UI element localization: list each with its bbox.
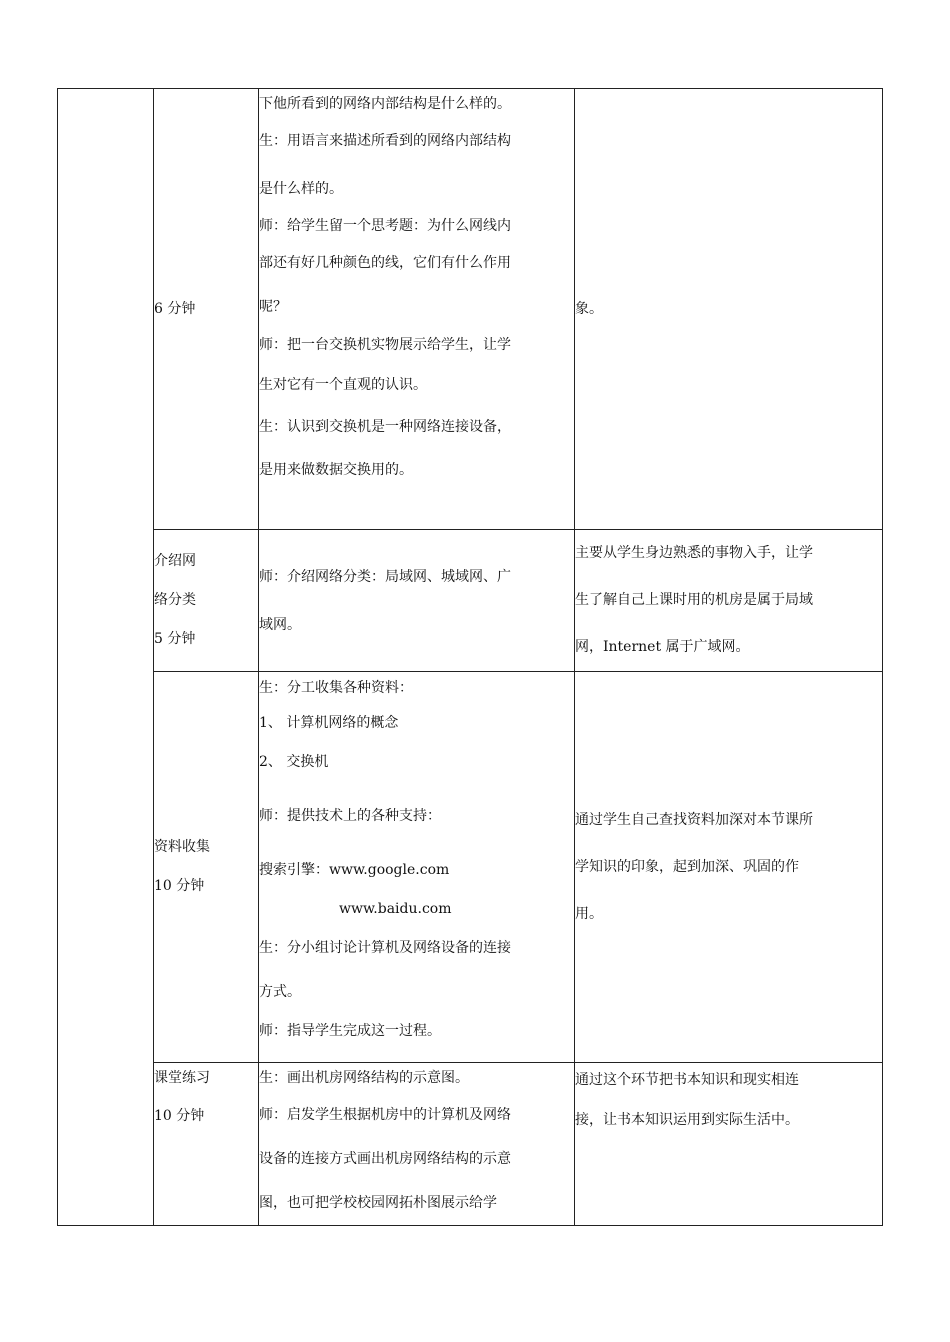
activity-cell [259,1063,575,1226]
activity-line: 师：启发学生根据机房中的计算机及网络 [259,1107,511,1123]
goal-line: 通过这个环节把书本知识和现实相连 [575,1072,799,1088]
table-row [58,1063,883,1226]
activity-cell [259,89,575,530]
activity-line: 师：把一台交换机实物展示给学生，让学 [259,337,511,353]
time-text: 10 分钟 [154,1108,205,1124]
activity-line: 师：提供技术上的各种支持： [259,808,441,824]
lesson-plan-table [57,88,883,1226]
time-text: 课堂练习 [154,1070,210,1086]
time-text: 资料收集 [154,839,210,855]
table-row [58,89,883,530]
activity-line: 方式。 [259,984,301,1000]
goal-cell [575,89,883,530]
goal-line: 网，Internet 属于广域网。 [575,639,750,655]
activity-line: 域网。 [259,616,301,633]
goal-line: 主要从学生身边熟悉的事物入手，让学 [575,545,813,561]
activity-line: 设备的连接方式画出机房网络结构的示意 [259,1151,511,1167]
activity-line: 是用来做数据交换用的。 [259,462,413,478]
goal-line: 象。 [575,300,603,317]
time-text: 10 分钟 [154,878,205,894]
goal-cell [575,672,883,1063]
activity-line: 2、 交换机 [259,754,329,770]
time-text: 5 分钟 [154,631,196,647]
activity-line: 部还有好几种颜色的线，它们有什么作用 [259,255,511,271]
activity-line: 生：认识到交换机是一种网络连接设备， [259,419,511,435]
activity-line: 师：指导学生完成这一过程。 [259,1023,441,1039]
activity-line: 是什么样的。 [259,181,343,197]
goal-line: 接，让书本知识运用到实际生活中。 [575,1112,799,1128]
activity-line: 生：分工收集各种资料： [259,680,413,696]
time-cell [154,89,259,530]
table-row [58,672,883,1063]
time-text: 络分类 [154,592,196,608]
activity-line: 下他所看到的网络内部结构是什么样的。 [259,96,511,112]
activity-line: 图，也可把学校校园网拓朴图展示给学 [259,1195,497,1211]
activity-line: 师：介绍网络分类：局域网、城域网、广 [259,568,511,585]
time-cell [154,530,259,672]
activity-line: 师：给学生留一个思考题：为什么网线内 [259,218,511,234]
goal-line: 通过学生自己查找资料加深对本节课所 [575,811,813,828]
goal-cell [575,1063,883,1226]
activity-line: 生：用语言来描述所看到的网络内部结构 [259,133,511,149]
activity-line: www.baidu.com [339,901,452,917]
time-text: 6 分钟 [154,300,196,317]
activity-line: 搜索引擎：www.google.com [259,862,450,878]
table-row [58,530,883,672]
time-cell [154,672,259,1063]
stage-cell [58,89,154,1226]
activity-line: 生对它有一个直观的认识。 [259,377,427,393]
activity-cell [259,530,575,672]
goal-cell [575,530,883,672]
activity-line: 生：分小组讨论计算机及网络设备的连接 [259,940,511,956]
goal-line: 学知识的印象，起到加深、巩固的作 [575,858,799,875]
activity-cell [259,672,575,1063]
goal-line: 生了解自己上课时用的机房是属于局域 [575,592,813,608]
goal-line: 用。 [575,905,603,922]
activity-line: 1、 计算机网络的概念 [259,715,399,731]
activity-line: 呢？ [259,299,287,315]
activity-line: 生：画出机房网络结构的示意图。 [259,1070,469,1086]
time-text: 介绍网 [154,553,196,569]
time-cell [154,1063,259,1226]
